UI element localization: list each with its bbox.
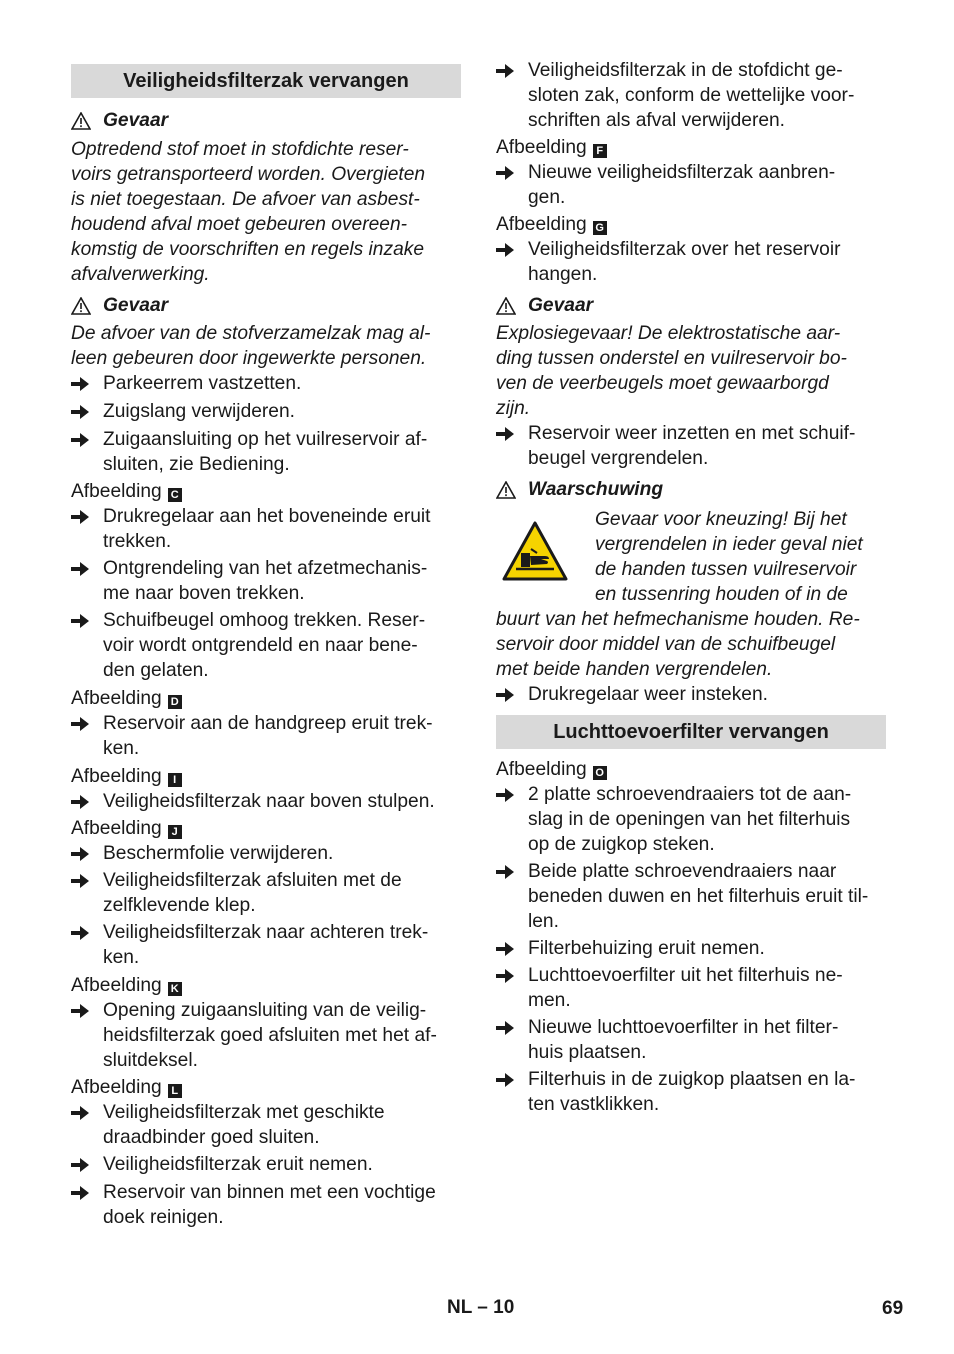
danger-text-line: is niet toegestaan. De afvoer van asbest- [71, 189, 420, 210]
list-item: Nieuwe veiligheidsfilterzak aanbren- [496, 160, 886, 185]
list-item-continuation: zelfklevende klep. [103, 895, 256, 916]
list-item-continuation: sluitdeksel. [103, 1050, 198, 1071]
figure-reference: Afbeelding I [71, 764, 182, 789]
danger-label: Gevaar [103, 294, 169, 316]
list-item-continuation: men. [528, 990, 571, 1011]
list-item: Veiligheidsfilterzak naar boven stulpen. [71, 789, 461, 814]
arrow-right-icon [71, 510, 89, 524]
list-item-continuation: heidsfilterzak goed afsluiten met het af- [103, 1025, 437, 1046]
arrow-right-icon [496, 64, 514, 78]
figure-letter-badge: F [593, 144, 607, 158]
arrow-right-icon [71, 405, 89, 419]
warning-text-line: en tussenring houden of in de [595, 584, 848, 605]
list-item: Parkeerrem vastzetten. [71, 371, 461, 396]
list-item: Drukregelaar aan het boveneinde eruit [71, 504, 461, 529]
warning-label: Waarschuwing [528, 478, 664, 500]
list-item: Veiligheidsfilterzak naar achteren trek- [71, 920, 461, 945]
hand-crush-warning-sign [501, 520, 569, 582]
warning-text-line: servoir door middel van de schuifbeugel [496, 634, 836, 655]
warning-notice-title [496, 477, 663, 502]
arrow-right-icon [496, 788, 514, 802]
arrow-right-icon [496, 243, 514, 257]
list-item: Luchttoevoerfilter uit het filterhuis ne- [496, 963, 886, 988]
warning-text-line: met beide handen vergrendelen. [496, 659, 773, 680]
arrow-right-icon [496, 1073, 514, 1087]
figure-reference: Afbeelding D [71, 686, 182, 711]
figure-letter-badge: K [168, 982, 182, 996]
list-item: Veiligheidsfilterzak met geschikte [71, 1100, 461, 1125]
figure-letter-badge: L [168, 1084, 182, 1098]
danger-text-line: houdend afval moet gebeuren overeen- [71, 214, 408, 235]
figure-letter-badge: D [168, 695, 182, 709]
list-item: Schuifbeugel omhoog trekken. Reser- [71, 608, 461, 633]
list-item-continuation: beugel vergrendelen. [528, 448, 709, 469]
page-number: 69 [882, 1298, 904, 1319]
list-item: Zuigaansluiting op het vuilreservoir af- [71, 427, 461, 452]
list-item-continuation: me naar boven trekken. [103, 583, 305, 604]
list-item-continuation: huis plaatsen. [528, 1042, 647, 1063]
list-item-continuation: hangen. [528, 264, 598, 285]
arrow-right-icon [496, 1021, 514, 1035]
warning-text-line: de handen tussen vuilreservoir [595, 559, 857, 580]
figure-reference: Afbeelding O [496, 757, 607, 782]
arrow-right-icon [71, 1106, 89, 1120]
list-item-continuation: draadbinder goed sluiten. [103, 1127, 320, 1148]
list-item: Beide platte schroevendraaiers naar [496, 859, 886, 884]
arrow-right-icon [71, 562, 89, 576]
list-item: Filterbehuizing eruit nemen. [496, 936, 886, 961]
list-item: Veiligheidsfilterzak afsluiten met de [71, 868, 461, 893]
list-item: Filterhuis in de zuigkop plaatsen en la- [496, 1067, 886, 1092]
figure-reference: Afbeelding K [71, 973, 182, 998]
arrow-right-icon [496, 865, 514, 879]
list-item-continuation: op de zuigkop steken. [528, 834, 715, 855]
arrow-right-icon [71, 614, 89, 628]
list-item: Reservoir van binnen met een vochtige [71, 1180, 461, 1205]
arrow-right-icon [496, 688, 514, 702]
danger-text-line: leen gebeuren door ingewerkte personen. [71, 348, 427, 369]
list-item: Veiligheidsfilterzak over het reservoir [496, 237, 886, 262]
warning-triangle-icon [496, 297, 516, 315]
list-item-continuation: doek reinigen. [103, 1207, 224, 1228]
list-item-continuation: voir wordt ontgrendeld en naar bene- [103, 635, 418, 656]
danger-notice-title [71, 293, 168, 318]
list-item: Nieuwe luchttoevoerfilter in het filter- [496, 1015, 886, 1040]
arrow-right-icon [496, 969, 514, 983]
arrow-right-icon [496, 166, 514, 180]
list-item: Opening zuigaansluiting van de veilig- [71, 998, 461, 1023]
figure-reference: Afbeelding J [71, 816, 182, 841]
danger-label: Gevaar [103, 109, 169, 131]
list-item-continuation: schriften als afval verwijderen. [528, 110, 786, 131]
danger-notice-title [71, 108, 168, 133]
arrow-right-icon [71, 926, 89, 940]
warning-triangle-icon [496, 481, 516, 499]
arrow-right-icon [496, 942, 514, 956]
list-item: 2 platte schroevendraaiers tot de aan- [496, 782, 886, 807]
list-item: Zuigslang verwijderen. [71, 399, 461, 424]
danger-text-line: voirs getransporteerd worden. Overgieten [71, 164, 426, 185]
arrow-right-icon [71, 1186, 89, 1200]
danger-text-line: Optredend stof moet in stofdichte reser- [71, 139, 409, 160]
figure-reference: Afbeelding F [496, 135, 607, 160]
figure-reference: Afbeelding C [71, 479, 182, 504]
warning-triangle-icon [71, 297, 91, 315]
list-item-continuation: ken. [103, 947, 140, 968]
section-heading: Luchttoevoerfilter vervangen [496, 715, 886, 749]
arrow-right-icon [71, 1004, 89, 1018]
danger-text-line: zijn. [496, 398, 531, 419]
arrow-right-icon [71, 433, 89, 447]
arrow-right-icon [496, 427, 514, 441]
list-item-continuation: ken. [103, 738, 140, 759]
danger-label: Gevaar [528, 294, 594, 316]
list-item-continuation: den gelaten. [103, 660, 209, 681]
figure-reference: Afbeelding G [496, 212, 607, 237]
list-item-continuation: beneden duwen en het filterhuis eruit til- [528, 886, 869, 907]
figure-letter-badge: J [168, 825, 182, 839]
danger-text-line: De afvoer van de stofverzamelzak mag al- [71, 323, 431, 344]
list-item: Ontgrendeling van het afzetmechanis- [71, 556, 461, 581]
warning-text-line: Gevaar voor kneuzing! Bij het [595, 509, 847, 530]
list-item: Beschermfolie verwijderen. [71, 841, 461, 866]
figure-reference: Afbeelding L [71, 1075, 182, 1100]
list-item-continuation: ten vastklikken. [528, 1094, 660, 1115]
danger-text-line: ven de veerbeugels moet gewaarborgd [496, 373, 829, 394]
danger-notice-title [496, 293, 593, 318]
arrow-right-icon [71, 847, 89, 861]
danger-text-line: ding tussen onderstel en vuilreservoir bo- [496, 348, 847, 369]
figure-letter-badge: C [168, 488, 182, 502]
list-item-continuation: gen. [528, 187, 566, 208]
arrow-right-icon [71, 1158, 89, 1172]
list-item: Veiligheidsfilterzak in de stofdicht ge- [496, 58, 886, 83]
list-item-continuation: slag in de openingen van het filterhuis [528, 809, 851, 830]
footer-section-label: NL – 10 [447, 1297, 515, 1318]
warning-triangle-icon [71, 112, 91, 130]
arrow-right-icon [71, 717, 89, 731]
list-item: Veiligheidsfilterzak eruit nemen. [71, 1152, 461, 1177]
danger-text-line: afvalverwerking. [71, 264, 210, 285]
list-item-continuation: sluiten, zie Bediening. [103, 454, 290, 475]
list-item: Reservoir aan de handgreep eruit trek- [71, 711, 461, 736]
list-item-continuation: sloten zak, conform de wettelijke voor- [528, 85, 855, 106]
warning-text-line: buurt van het hefmechanisme houden. Re- [496, 609, 860, 630]
list-item: Reservoir weer inzetten en met schuif- [496, 421, 886, 446]
figure-letter-badge: O [593, 766, 607, 780]
arrow-right-icon [71, 377, 89, 391]
figure-letter-badge: I [168, 773, 182, 787]
warning-text-line: vergrendelen in ieder geval niet [595, 534, 863, 555]
arrow-right-icon [71, 874, 89, 888]
section-heading: Veiligheidsfilterzak vervangen [71, 64, 461, 98]
list-item-continuation: len. [528, 911, 559, 932]
figure-letter-badge: G [593, 221, 607, 235]
danger-text-line: komstig de voorschriften en regels inzake [71, 239, 425, 260]
list-item: Drukregelaar weer insteken. [496, 682, 886, 707]
arrow-right-icon [71, 795, 89, 809]
list-item-continuation: trekken. [103, 531, 172, 552]
danger-text-line: Explosiegevaar! De elektrostatische aar- [496, 323, 841, 344]
